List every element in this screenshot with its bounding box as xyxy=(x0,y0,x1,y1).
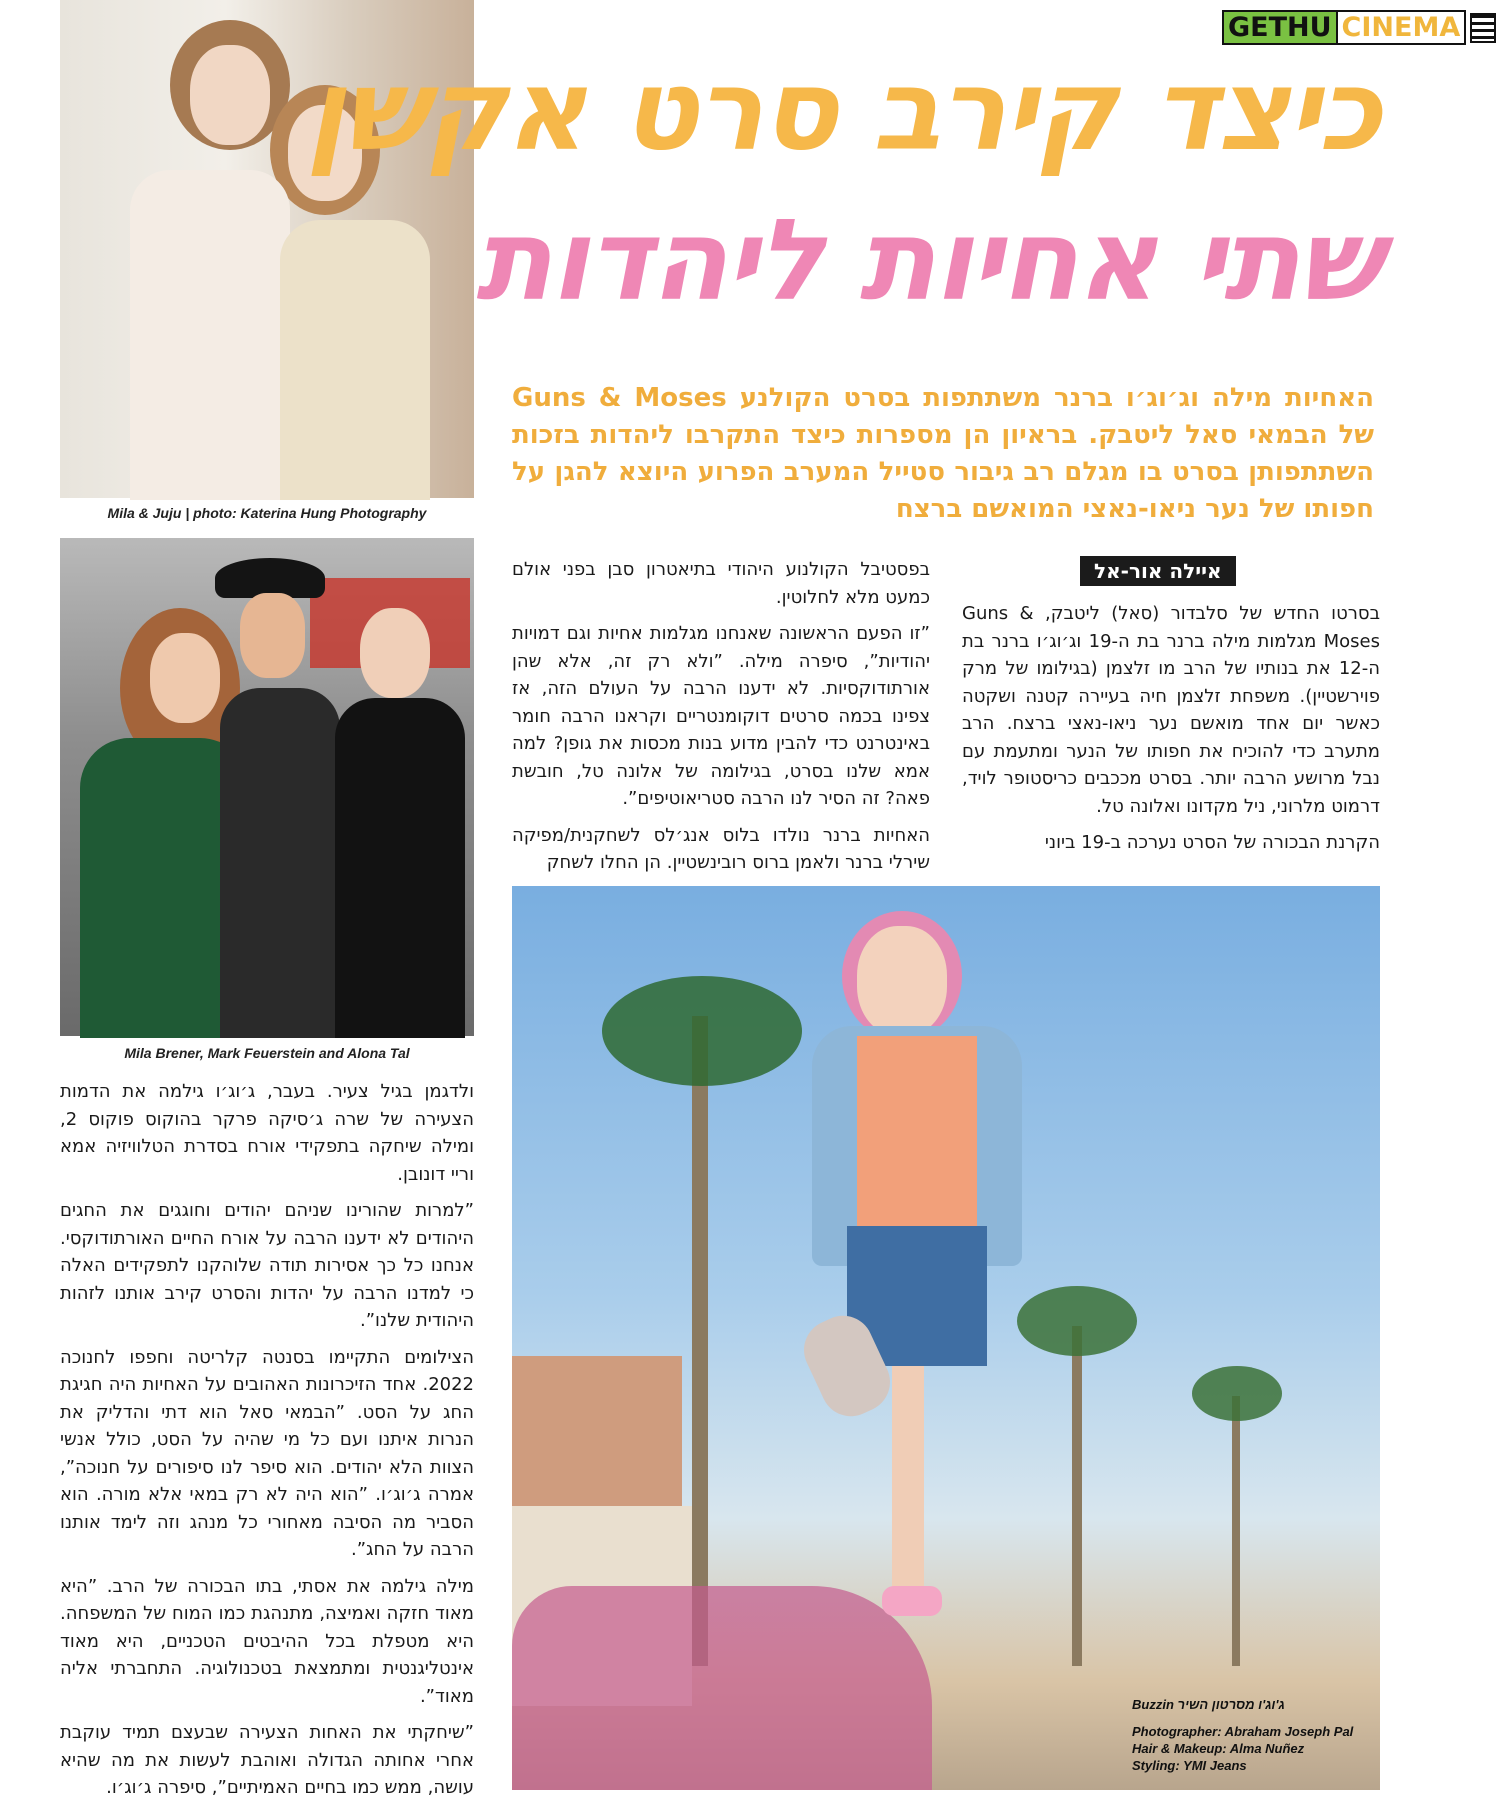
caption-photo1: Mila & Juju | photo: Katerina Hung Photography xyxy=(107,505,427,521)
headline-line2: שתי אחיות ליהדות xyxy=(475,196,1380,326)
paragraph: הקרנת הבכורה של הסרט נערכה ב-19 ביוני xyxy=(1044,832,1380,853)
logo-part1: GETHU xyxy=(1222,10,1338,45)
paragraph: מילה גילמה את אסתי, בתו הבכורה של הרב. ”היא מאוד חזקה ואמיצה, מתנהגת כמו המוח של המשפחה. היא מטפלת בכל ההיבטים הטכניים, היא מאוד אינטליגנטית ומתמצאת בטכנולוגיה. התחברתי אליה מאוד”. xyxy=(60,1575,474,1707)
paragraph: האחיות ברנר נולדו בלוס אנג׳לס לשחקנית/מפיקה שירלי ברנר ולאמן ברוס רובינשטיין. הן החלו לשחק xyxy=(512,824,930,873)
photo-beach-girl xyxy=(512,886,1380,1790)
headline-line1: כיצד קירב סרט אקשן xyxy=(306,46,1380,176)
photo-red-carpet xyxy=(60,538,474,1036)
caption-photo3-makeup: Hair & Makeup: Alma Nuñez xyxy=(1132,1741,1305,1756)
caption-photo2: Mila Brener, Mark Feuerstein and Alona Tal xyxy=(124,1045,410,1061)
caption-photo3-styling: Styling: YMI Jeans xyxy=(1132,1758,1247,1773)
caption-photo3 xyxy=(1132,1696,1372,1774)
article-column-left xyxy=(60,1078,474,1811)
article-column-right xyxy=(962,600,1380,866)
paragraph: ”למרות שהורינו שניהם יהודים וחוגגים את החגים היהודים לא ידענו הרבה על אורח החיים האורתודוקסי. אנחנו כל כך אסירות תודה שלוהקנו לתפקידים האלה כי למדנו הרבה על יהדות והסרט קירב אותנו לזהות היהודית שלנו”. xyxy=(60,1200,474,1331)
paragraph: ”שיחקתי את האחות הצעירה שבעצם תמיד עוקבת אחרי אחותה הגדולה ואוהבת לעשות את מה שהיא עושה, ממש כמו בחיים האמיתיים”, סיפרה ג׳וג׳ו. xyxy=(60,1722,474,1798)
article-lede: האחיות מילה וג׳וג׳ו ברנר משתתפות בסרט הקולנע Guns & Moses של הבמאי סאל ליטבק. בראיון הן מספרות כיצד התקרבו ליהדות בזכות השתתפותן בסרט בו מגלם רב גיבור סטייל המערב הפרוע היוצא להגן על חפותו של נער ניאו-נאצי המואשם ברצח xyxy=(512,383,1374,524)
logo-part2: CINEMA xyxy=(1338,10,1467,45)
paragraph: בפסטיבל הקולנוע היהודי בתיאטרון סבן בפני אולם כמעט מלא לחלוטין. xyxy=(512,559,930,608)
caption-photo3-title: Buzzin ג'וג'ו מסרטון השיר xyxy=(1132,1697,1285,1712)
site-logo xyxy=(1222,10,1496,45)
caption-photo3-photographer: Photographer: Abraham Joseph Pal xyxy=(1132,1724,1354,1739)
paragraph: הצילומים התקיימו בסנטה קלריטה וחפפו לחנוכה 2022. אחד הזיכרונות האהובים על האחיות היה חגיגת החג על הסט. ”הבמאי סאל הוא דתי והדליק את הנרות איתנו ועם כל מי שהיה על הסט, כולל אנשי הצוות הלא יהודים. הוא סיפר לנו סיפורים על חנוכה”, אמרה ג׳וג׳ו. ”הוא היה לא רק במאי אלא מורה. הוא הסביר מה הסיבה מאחורי כל מנהג וזה לימד אותנו הרבה על החג”. xyxy=(60,1346,474,1560)
article-column-middle xyxy=(512,556,930,886)
paragraph: ולדגמן בגיל צעיר. בעבר, ג׳וג׳ו גילמה את הדמות הצעירה של שרה ג׳סיקה פרקר בהוקוס פוקוס 2, ומילה שיחקה בתפקידי אורח בסדרת הטלוויזיה אמא וריי דונובן. xyxy=(60,1081,474,1185)
paragraph: בסרטו החדש של סלבדור (סאל) ליטבק, Guns & Moses מגלמות מילה ברנר בת ה-19 וג׳וג׳ו ברנר בת ה-12 את בנותיו של הרב מו זלצמן (בגילומו של מרק פוירשטיין). משפחת זלצמן חיה בעיירה קטנה ושקטה כאשר יום אחד מואשם נער ניאו-נאצי ברצח. הרב מתערב כדי להוכיח את חפותו של הנער ומתעמת עם נבל מרושע הרבה יותר. בסרט מככבים כריסטופר לויד, דרמוט מלרוני, ניל מקדונו ואלונה טל. xyxy=(962,603,1381,817)
author-byline: איילה אור-אל xyxy=(1080,556,1236,586)
paragraph: ”זו הפעם הראשונה שאנחנו מגלמות אחיות וגם דמויות יהודיות”, סיפרה מילה. ”ולא רק זה, אלא שהן אורתודוקסיות. לא ידענו הרבה על העולם הזה, אז צפינו בכמה סרטים דוקומנטריים וקראנו הרבה חומר באינטרנט כדי להבין מדוע בנות מכסות את גופן? למה אמא שלנו בסרט, בגילומה של אלונה טל, חובשת פאה? זה הסיר לנו הרבה סטריאוטיפים”. xyxy=(512,623,930,809)
film-icon xyxy=(1470,13,1496,43)
